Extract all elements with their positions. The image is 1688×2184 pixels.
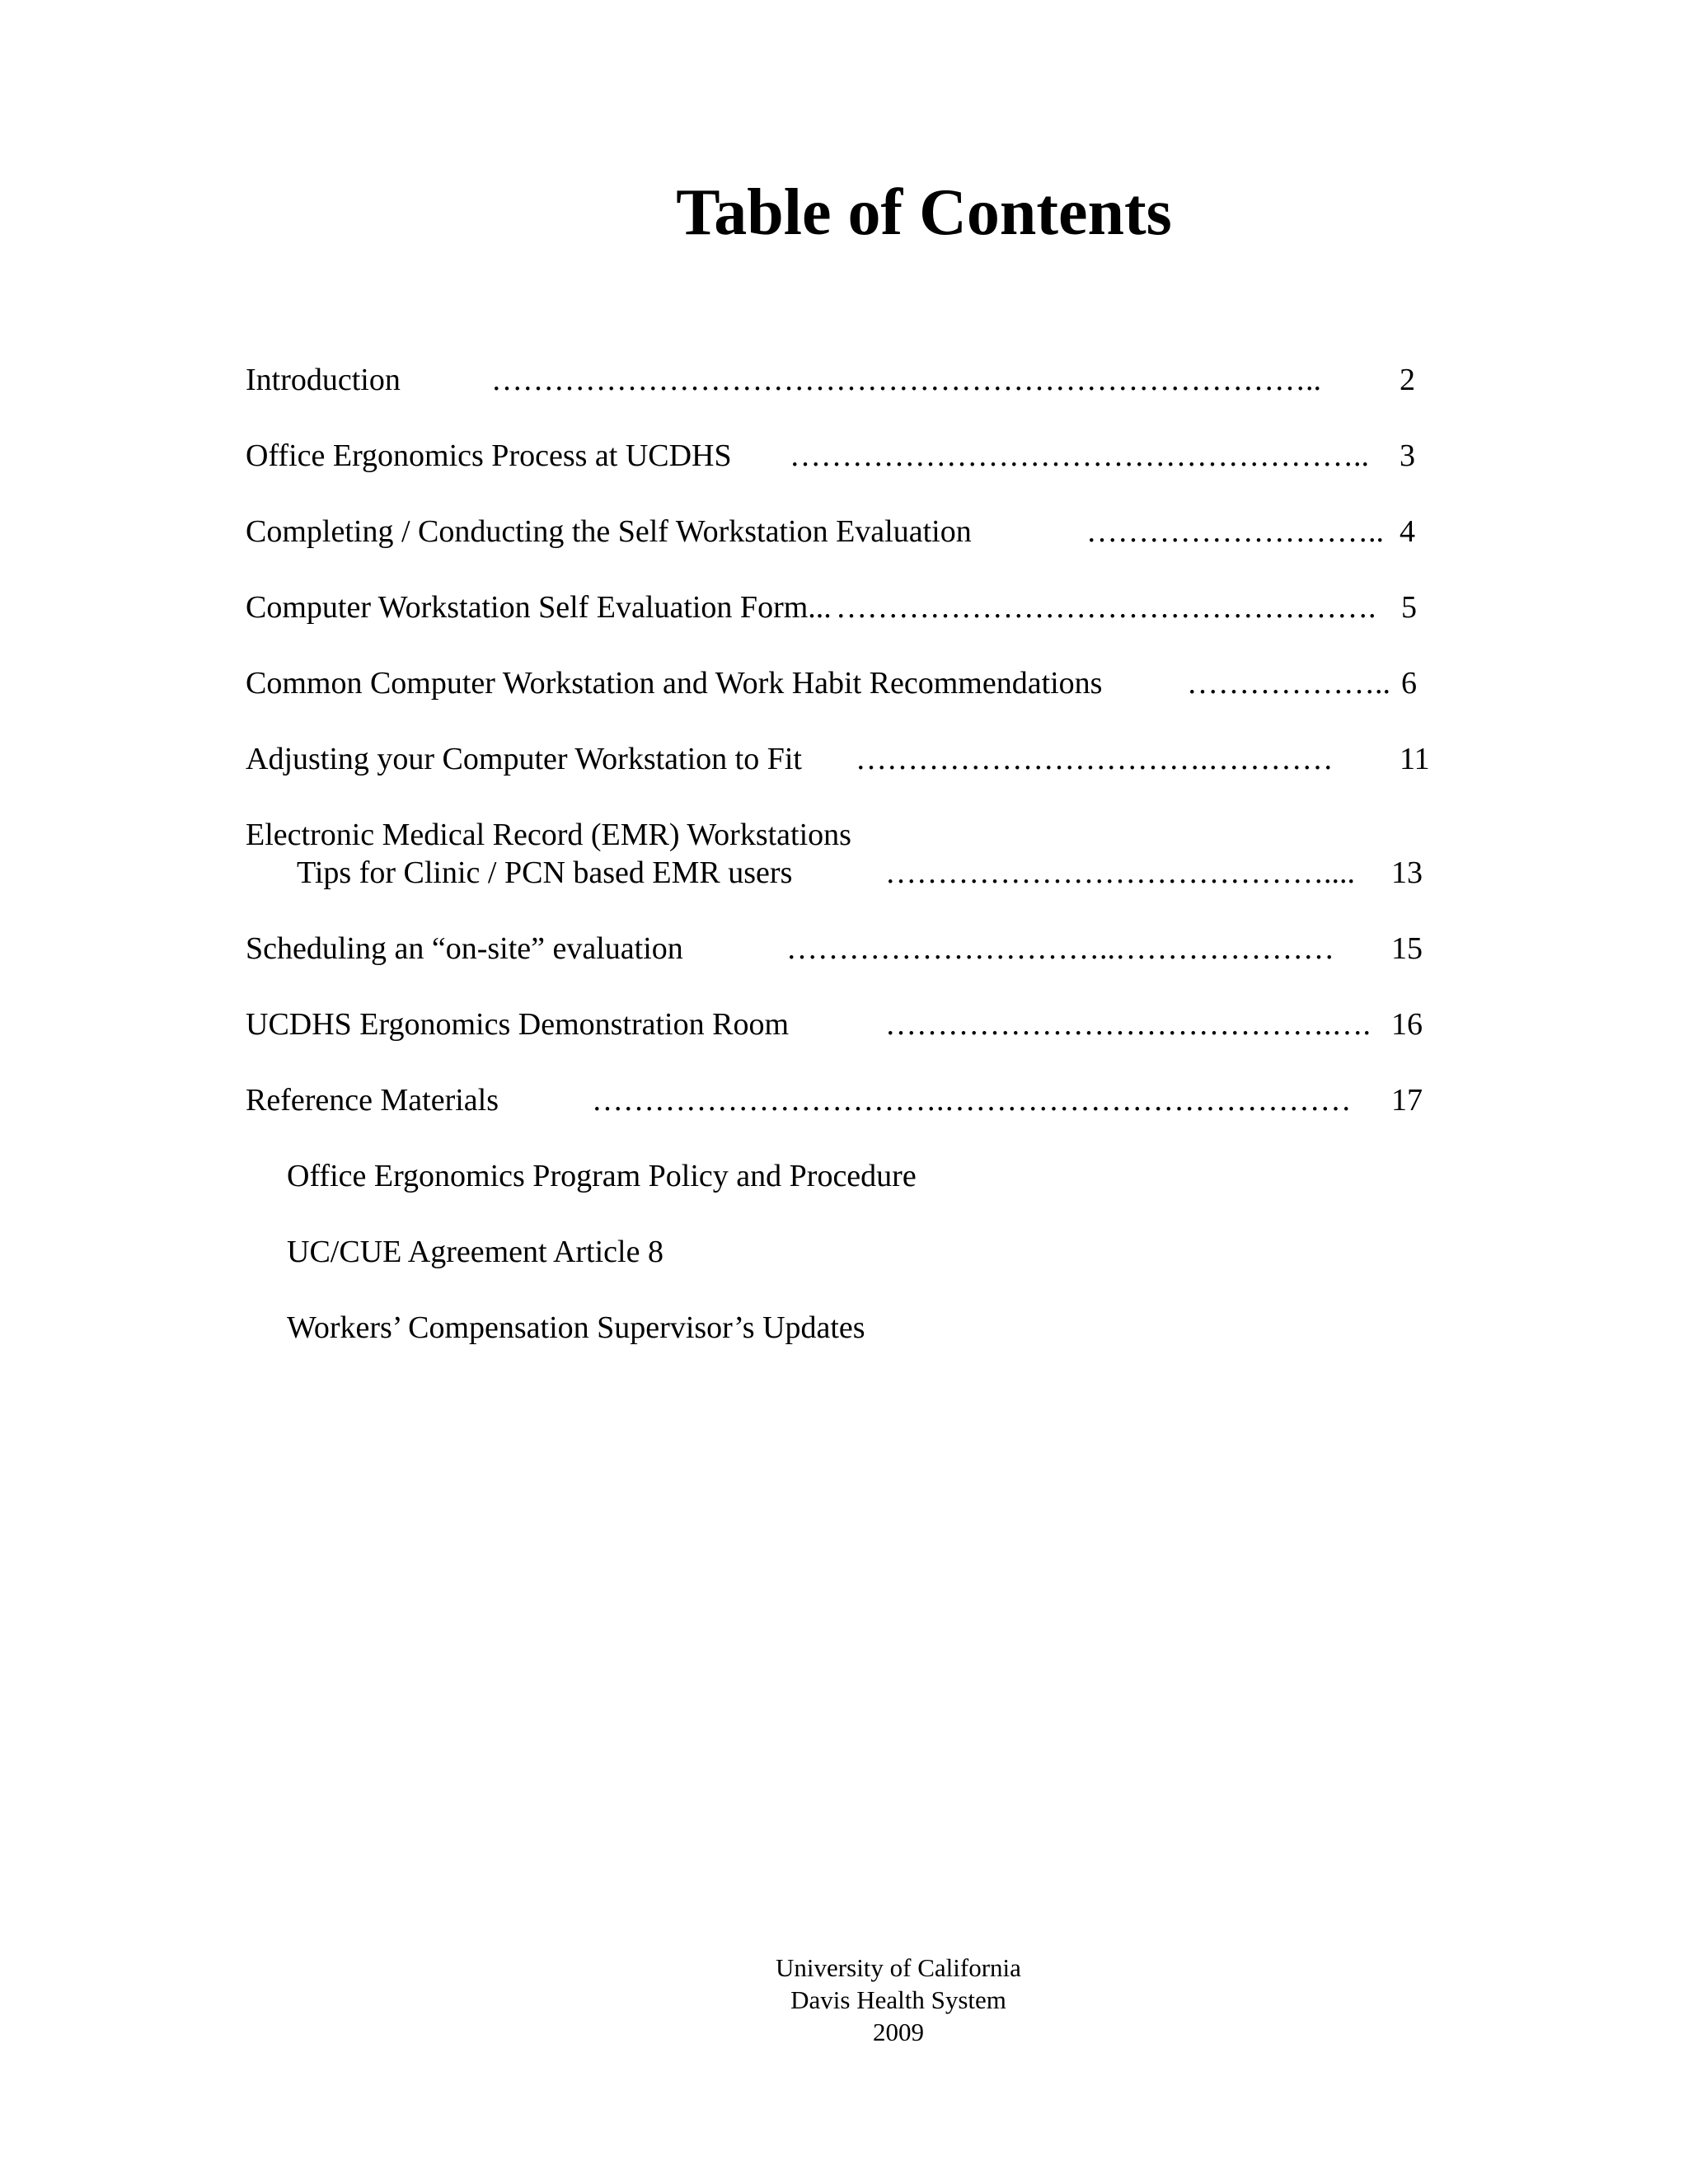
toc-entry-reference-materials[interactable] <box>246 1081 1432 1119</box>
toc-entry-emr-workstations[interactable] <box>246 816 1432 898</box>
toc-leader-dots: …………………………………….... <box>885 855 1355 890</box>
toc-page-number: 5 <box>1401 590 1417 625</box>
toc-entry-office-ergonomics-process[interactable] <box>246 437 1432 475</box>
toc-page-number: 15 <box>1391 931 1423 966</box>
toc-leader-dots: …………………………..………………… <box>786 931 1334 966</box>
toc-page-number: 17 <box>1391 1083 1423 1118</box>
toc-entry-label: Completing / Conducting the Self Workstation Evaluation <box>246 514 972 549</box>
toc-page-number: 2 <box>1400 363 1415 397</box>
toc-entry-completing-evaluation[interactable] <box>246 513 1432 551</box>
footer-institution: University of California <box>776 1953 1021 1982</box>
toc-leader-dots: …………………………………….…. <box>885 1007 1371 1042</box>
toc-entry-label: Introduction <box>246 363 401 397</box>
toc-page-number: 4 <box>1400 514 1415 549</box>
toc-entry-label: Adjusting your Computer Workstation to Fit <box>246 742 802 776</box>
reference-item-supervisor-updates[interactable]: Workers’ Compensation Supervisor’s Updates <box>287 1310 865 1345</box>
toc-entry-scheduling-evaluation[interactable] <box>246 930 1432 968</box>
toc-page-number: 6 <box>1401 666 1417 701</box>
reference-item-agreement[interactable]: UC/CUE Agreement Article 8 <box>287 1235 663 1269</box>
toc-leader-dots: ……………………………………………….. <box>790 438 1369 473</box>
toc-leader-dots: …………………………….………………………………… <box>592 1083 1352 1118</box>
footer-health-system: Davis Health System <box>790 1985 1006 2014</box>
toc-entry-demonstration-room[interactable] <box>246 1005 1432 1043</box>
toc-entry-label: Electronic Medical Record (EMR) Workstations <box>246 818 851 852</box>
toc-entry-label: Office Ergonomics Process at UCDHS <box>246 438 732 473</box>
toc-leader-dots: ……………….. <box>1187 666 1390 701</box>
toc-entry-sublabel: Tips for Clinic / PCN based EMR users <box>297 855 793 890</box>
toc-leader-dots: …………………………….………… <box>856 742 1334 776</box>
toc-entry-label: UCDHS Ergonomics Demonstration Room <box>246 1007 790 1042</box>
toc-entry-adjusting-workstation[interactable] <box>246 740 1432 778</box>
toc-page-number: 16 <box>1391 1007 1423 1042</box>
toc-entry-self-evaluation-form[interactable] <box>246 588 1432 626</box>
toc-page-number: 3 <box>1400 438 1415 473</box>
toc-entry-label: Reference Materials <box>246 1083 499 1118</box>
page-title: Table of Contents <box>676 176 1172 249</box>
toc-leader-dots: ……………………….. <box>1086 514 1384 549</box>
toc-entry-common-recommendations[interactable] <box>246 664 1432 702</box>
footer-year: 2009 <box>873 2018 924 2046</box>
reference-item-policy[interactable]: Office Ergonomics Program Policy and Procedure <box>287 1159 917 1193</box>
toc-leader-dots: …………………………………………………………………….. <box>491 363 1321 397</box>
toc-page-number: 13 <box>1391 855 1423 890</box>
toc-entry-label: Scheduling an “on-site” evaluation <box>246 931 683 966</box>
toc-entry-label: Computer Workstation Self Evaluation Form... <box>246 590 832 625</box>
toc-entry-introduction[interactable] <box>246 361 1432 399</box>
toc-entry-label: Common Computer Workstation and Work Habit Recommendations <box>246 666 1103 701</box>
toc-page-number: 11 <box>1400 742 1430 776</box>
toc-leader-dots: ……………………………………………. <box>836 590 1376 625</box>
